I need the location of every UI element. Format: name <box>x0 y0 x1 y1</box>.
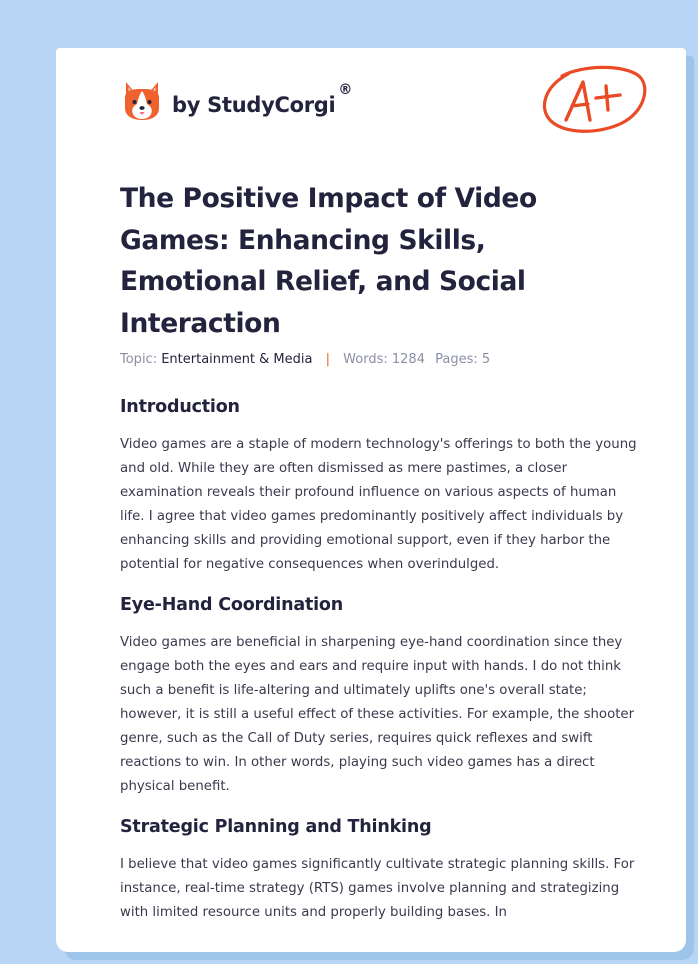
words-label: Words: <box>343 352 388 367</box>
pages-label: Pages: <box>435 352 478 367</box>
topic-label: Topic: <box>120 352 158 367</box>
essay-page <box>56 48 686 952</box>
section-body-eye-hand: Video games are beneficial in sharpening eye-hand coordination since they engage both the eyes and ears and require input with hands. I do not think such a benefit is life-altering and ultimately uplifts one's overall state; however, it is still a useful effect of these activities. For example, the shooter genre, such as the Call of Duty series, requires quick reflexes and swift reactions to win. In other words, playing such video games has a direct physical benefit. <box>120 635 635 794</box>
brand-header[interactable] <box>122 76 352 124</box>
section-heading-strategic-planning: Strategic Planning and Thinking <box>120 817 432 837</box>
registered-mark: ® <box>338 82 353 98</box>
corgi-icon <box>122 78 162 122</box>
brand-name: by StudyCorgi <box>172 93 336 117</box>
a-plus-stamp-icon <box>538 60 650 140</box>
section-body-strategic-planning: I believe that video games significantly cultivate strategic planning skills. For instance, real-time strategy (RTS) games involve planning and strategizing with limited resource units and properly building bases. In <box>120 857 635 920</box>
section-heading-introduction: Introduction <box>120 397 240 417</box>
essay-title: The Positive Impact of Video Games: Enhancing Skills, Emotional Relief, and Social Interaction <box>120 183 537 339</box>
topic-link[interactable]: Entertainment & Media <box>161 352 313 367</box>
pages-count: 5 <box>481 352 491 367</box>
section-body-introduction: Video games are a staple of modern technology's offerings to both the young and old. While they are often dismissed as mere pastimes, a closer examination reveals their profound influence on various aspects of human life. I agree that video games predominantly positively affect individuals by enhancing skills and providing emotional support, even if they harbor the potential for negative consequences when overindulged. <box>120 437 637 572</box>
section-heading-eye-hand: Eye-Hand Coordination <box>120 595 343 615</box>
words-count: 1284 <box>391 352 425 367</box>
essay-meta <box>120 352 490 367</box>
meta-separator: | <box>325 352 331 367</box>
